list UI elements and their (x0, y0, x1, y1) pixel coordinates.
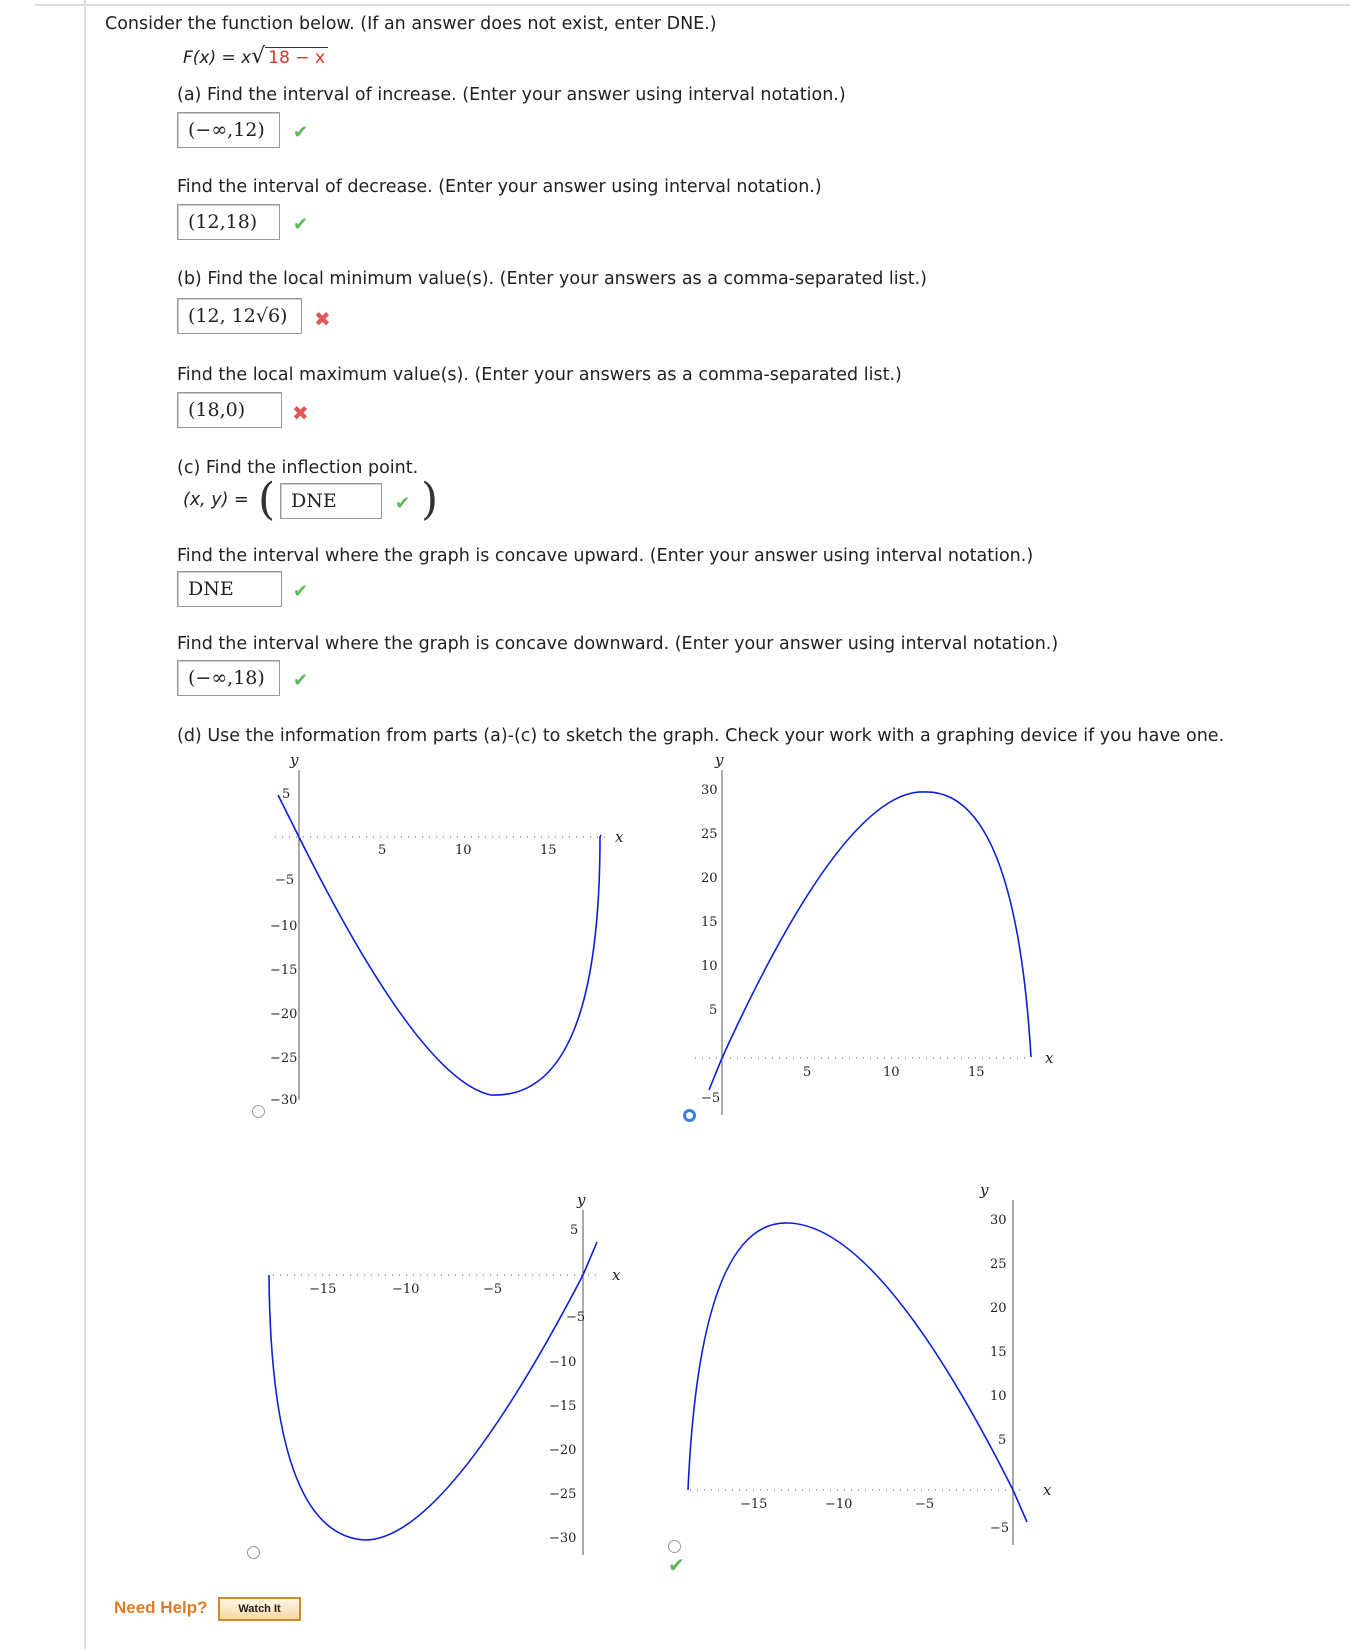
y-axis-label: y (715, 751, 724, 769)
check-icon: ✔ (293, 122, 309, 143)
y-tick-label: 5 (998, 1433, 1007, 1448)
y-tick-label: −30 (270, 1093, 298, 1108)
prompt-local-min: (b) Find the local minimum value(s). (Enter your answers as a comma-separated list.) (177, 269, 928, 289)
y-tick-label: −5 (566, 1310, 586, 1325)
y-axis-label: y (290, 751, 299, 769)
open-paren: ( (258, 474, 276, 525)
graph-option-1-radio[interactable] (252, 1105, 265, 1118)
cross-icon: ✖ (314, 307, 331, 331)
x-axis-label: x (615, 828, 624, 846)
y-tick-label: −20 (270, 1007, 298, 1022)
y-tick-label: −5 (275, 873, 295, 888)
inflection-label: (x, y) = (183, 490, 249, 510)
prompt-decrease: Find the interval of decrease. (Enter your answer using interval notation.) (177, 177, 822, 197)
y-tick-label: 30 (990, 1213, 1007, 1228)
graph-option-2 (685, 750, 1065, 1120)
function-x: x (241, 48, 252, 68)
x-axis-label: x (1043, 1481, 1052, 1499)
y-tick-label: 5 (709, 1003, 718, 1018)
x-tick-label: −10 (392, 1282, 420, 1297)
y-tick-label: −30 (549, 1531, 577, 1546)
graph-option-4-radio[interactable] (668, 1540, 681, 1553)
function-radicand: 18 − x (265, 47, 328, 68)
y-axis-label: y (577, 1191, 586, 1209)
y-tick-label: 25 (990, 1257, 1007, 1272)
x-tick-label: −15 (309, 1282, 337, 1297)
check-icon: ✔ (668, 1553, 685, 1577)
curve (709, 792, 1031, 1090)
y-tick-label: −5 (701, 1091, 721, 1106)
y-tick-label: −25 (270, 1051, 298, 1066)
check-icon: ✔ (395, 493, 411, 514)
x-tick-label: −5 (483, 1282, 503, 1297)
x-axis-label: x (1045, 1049, 1054, 1067)
prompt-sketch: (d) Use the information from parts (a)-(c) to sketch the graph. Check your work with a graphing device if you have one. (177, 726, 1225, 746)
function-equals: = (221, 48, 236, 68)
y-axis-label: y (980, 1181, 989, 1199)
answer-concave-up-field[interactable]: DNE (177, 571, 282, 607)
check-icon: ✔ (293, 670, 309, 691)
answer-local-min-field[interactable]: (12, 12√6) (177, 298, 302, 334)
y-tick-label: 30 (701, 783, 718, 798)
curve (278, 795, 601, 1095)
y-tick-label: −15 (549, 1399, 577, 1414)
answer-local-max-field[interactable]: (18,0) (177, 392, 282, 428)
y-tick-label: −20 (549, 1443, 577, 1458)
y-tick-label: −25 (549, 1487, 577, 1502)
graph-option-4 (680, 1180, 1060, 1550)
answer-decrease-field[interactable]: (12,18) (177, 204, 280, 240)
x-axis-label: x (612, 1266, 621, 1284)
top-divider (35, 4, 1350, 6)
close-paren: ) (421, 474, 439, 525)
y-tick-label: 10 (990, 1389, 1007, 1404)
answer-increase-field[interactable]: (−∞,12) (177, 112, 280, 148)
y-tick-label: −10 (549, 1355, 577, 1370)
x-tick-label: −5 (915, 1497, 935, 1512)
prompt-local-max: Find the local maximum value(s). (Enter your answers as a comma-separated list.) (177, 365, 902, 385)
x-tick-label: −10 (825, 1497, 853, 1512)
y-tick-label: −5 (990, 1521, 1010, 1536)
prompt-inflection: (c) Find the inflection point. (177, 458, 419, 478)
answer-inflection-field[interactable]: DNE (280, 483, 382, 519)
y-tick-label: 15 (990, 1345, 1007, 1360)
x-tick-label: −15 (740, 1497, 768, 1512)
curve (688, 1223, 1027, 1522)
x-tick-label: 10 (455, 843, 472, 858)
cross-icon: ✖ (292, 401, 309, 425)
y-tick-label: 15 (701, 915, 718, 930)
intro-text: Consider the function below. (If an answer does not exist, enter DNE.) (105, 14, 717, 34)
need-help-label: Need Help? (114, 1598, 208, 1617)
graph-option-3 (265, 1190, 635, 1560)
check-icon: ✔ (293, 581, 309, 602)
left-divider (84, 0, 86, 1649)
y-tick-label: 20 (990, 1301, 1007, 1316)
graph-option-2-radio[interactable] (683, 1109, 696, 1122)
prompt-concave-up: Find the interval where the graph is concave upward. (Enter your answer using interval notation.) (177, 546, 1034, 566)
prompt-concave-down: Find the interval where the graph is concave downward. (Enter your answer using interval notation.) (177, 634, 1059, 654)
prompt-increase: (a) Find the interval of increase. (Enter your answer using interval notation.) (177, 85, 846, 105)
watch-it-button[interactable]: Watch It (218, 1597, 301, 1621)
y-tick-label: 5 (282, 787, 291, 802)
function-lhs: F(x) (183, 48, 217, 68)
x-tick-label: 5 (803, 1065, 812, 1080)
y-tick-label: −10 (270, 919, 298, 934)
y-tick-label: 5 (570, 1223, 579, 1238)
y-tick-label: 20 (701, 871, 718, 886)
y-tick-label: 10 (701, 959, 718, 974)
y-tick-label: 25 (701, 827, 718, 842)
x-tick-label: 15 (968, 1065, 985, 1080)
function-definition (183, 44, 328, 69)
answer-concave-down-field[interactable]: (−∞,18) (177, 660, 280, 696)
x-tick-label: 10 (883, 1065, 900, 1080)
x-tick-label: 15 (540, 843, 557, 858)
sqrt-sign: √ (251, 44, 266, 69)
y-tick-label: −15 (270, 963, 298, 978)
x-tick-label: 5 (378, 843, 387, 858)
graph-option-1 (270, 750, 630, 1110)
check-icon: ✔ (293, 214, 309, 235)
graph-option-3-radio[interactable] (247, 1546, 260, 1559)
